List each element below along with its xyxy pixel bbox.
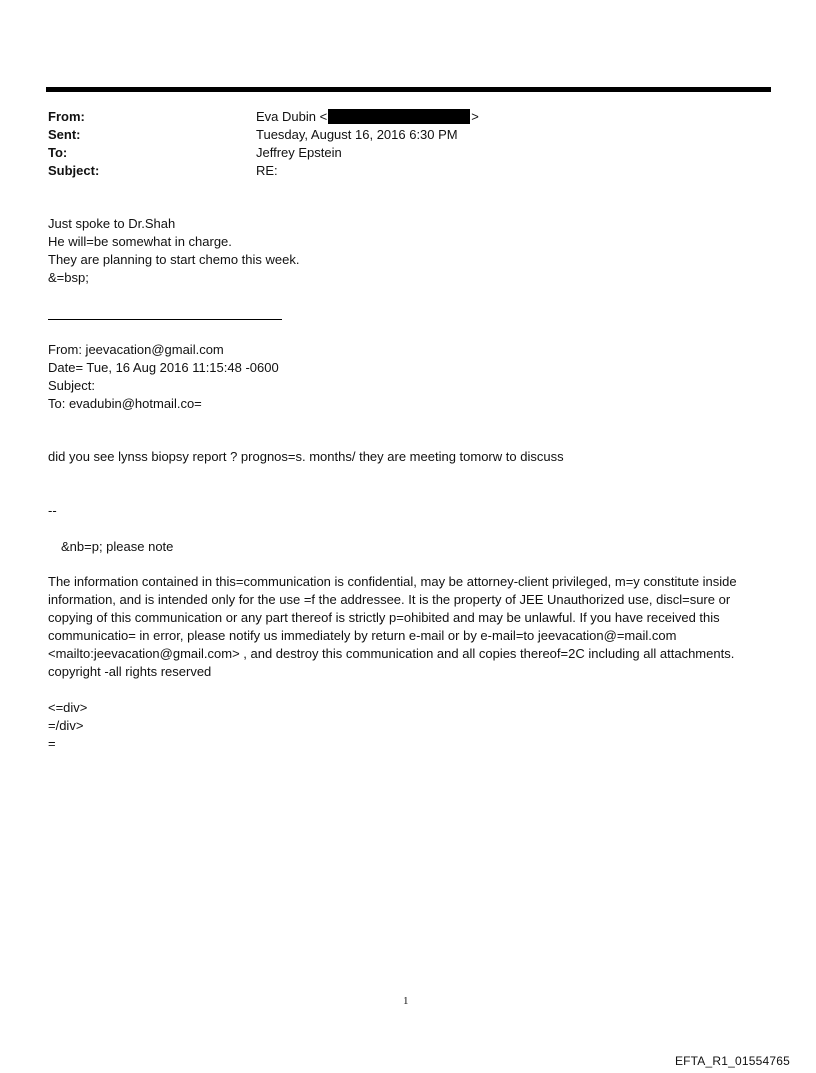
subject-value: RE:: [256, 163, 278, 178]
page-number: 1: [403, 995, 409, 1007]
quote-separator: [48, 319, 282, 320]
quoted-body: did you see lynss biopsy report ? prognos=s. months/ they are meeting tomorw to discuss: [48, 449, 564, 464]
signature-dashes: --: [48, 503, 57, 518]
quoted-to: To: evadubin@hotmail.co=: [48, 396, 202, 411]
quoted-from: From: jeevacation@gmail.com: [48, 342, 224, 357]
trailing-line: =/div>: [48, 718, 84, 733]
from-name: Eva Dubin <: [256, 109, 328, 124]
reply-line: &=bsp;: [48, 270, 89, 285]
to-value: Jeffrey Epstein: [256, 145, 342, 160]
sent-value: Tuesday, August 16, 2016 6:30 PM: [256, 127, 458, 142]
bates-number: EFTA_R1_01554765: [674, 1054, 790, 1068]
trailing-markup: [48, 699, 87, 753]
from-label: From:: [48, 109, 85, 124]
quoted-header: [48, 341, 279, 413]
trailing-line: =: [48, 736, 56, 751]
reply-line: They are planning to start chemo this week.: [48, 252, 300, 267]
header-rule: [46, 87, 771, 92]
disclaimer-paragraph: The information contained in this=communication is confidential, may be attorney-client privileged, m=y constitute inside information, and is intended only for the use =f the addressee. It is the property of JEE Unauthorized use, discl=sure or copying of this communication or any part thereof is strictly p=ohibited and may be unlawful. If you have received this communicatio= in error, please notify us immediately by return e-mail or by e-mail=to jeevacation@=mail.com <mailto:jeevacation@gmail.com> , and destroy this communication and all copies thereof=2C including all attachments. copyright -all rights reserved: [48, 574, 737, 679]
from-close: >: [471, 109, 479, 124]
subject-label: Subject:: [48, 163, 100, 178]
quoted-subject: Subject:: [48, 378, 95, 393]
trailing-line: <=div>: [48, 700, 88, 715]
from-value: [256, 108, 479, 126]
redaction-box: [328, 109, 470, 124]
sent-label: Sent:: [48, 127, 81, 142]
reply-body: [48, 215, 299, 287]
to-label: To:: [48, 145, 68, 160]
reply-line: He will=be somewhat in charge.: [48, 234, 232, 249]
quoted-date: Date= Tue, 16 Aug 2016 11:15:48 -0600: [48, 360, 279, 375]
note-line: &nb=p; please note: [61, 539, 174, 554]
reply-line: Just spoke to Dr.Shah: [48, 216, 176, 231]
